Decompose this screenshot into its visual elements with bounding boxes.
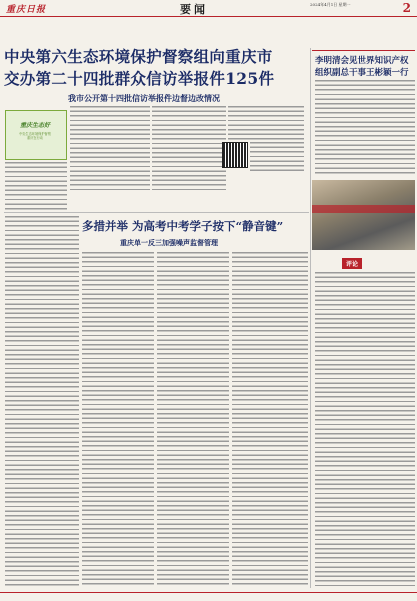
article2-subhead: 重庆单一反三加强噪声监督管理	[120, 238, 218, 247]
section-title: 要闻	[180, 3, 208, 16]
body-text-block	[315, 80, 415, 176]
newspaper-logo: 重庆日报	[6, 5, 47, 15]
comment-label: 评论	[342, 258, 362, 269]
section-divider	[4, 212, 309, 213]
ad-text	[8, 132, 62, 140]
body-text-block	[5, 162, 67, 212]
body-text-block	[70, 106, 150, 190]
body-text-block	[5, 216, 79, 588]
body-text-block	[315, 272, 415, 588]
right-rule	[312, 50, 415, 51]
body-text-block	[82, 252, 154, 588]
body-text-block	[228, 106, 304, 140]
body-text-block	[250, 142, 304, 172]
photo-banner	[312, 205, 415, 213]
body-text-block	[157, 252, 229, 588]
column-divider	[310, 48, 311, 588]
ad-line1: 中央生态环境保护督察	[19, 132, 51, 136]
body-text-block	[232, 252, 308, 588]
article2-headline: 多措并举 为高考中考学子按下“静音键”	[82, 219, 284, 233]
main-subhead: 我市公开第十四批信访举报件边督边改情况	[68, 93, 220, 103]
main-headline-line2: 交办第二十四批群众信访举报件125件	[4, 69, 275, 88]
ad-line2: 重庆在行动	[27, 136, 43, 140]
main-headline-line1: 中央第六生态环境保护督察组向重庆市	[4, 47, 273, 66]
right-headline-line1: 李明清会见世界知识产权	[315, 56, 409, 66]
right-headline-line2: 组织副总干事王彬颖一行	[315, 68, 409, 78]
dateline: 2024年4月1日 星期一	[310, 2, 351, 7]
qr-code	[222, 142, 248, 168]
masthead	[0, 0, 417, 17]
page-number: 2	[402, 1, 411, 15]
ad-title: 重庆生态好	[19, 122, 50, 129]
body-text-block	[152, 106, 226, 190]
